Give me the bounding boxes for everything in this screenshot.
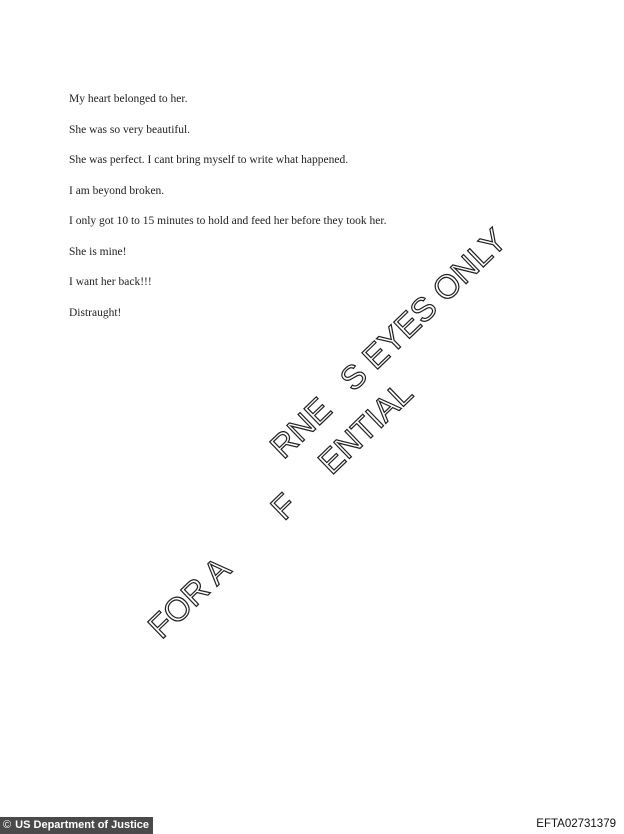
watermark-line-1: FOR A F ENTIAL <box>140 373 420 646</box>
copyright-icon: © <box>3 819 12 831</box>
text-line: My heart belonged to her. <box>69 93 188 105</box>
source-credit <box>0 817 153 834</box>
text-line: She was perfect. I cant bring myself to write what happened. <box>69 154 349 166</box>
text-line: She was so very beautiful. <box>69 123 191 136</box>
text-line: I am beyond broken. <box>69 184 165 197</box>
text-line: I want her back!!! <box>69 276 152 288</box>
text-line: She is mine! <box>69 245 127 258</box>
text-line: Distraught! <box>69 306 122 319</box>
text-line: I only got 10 to 15 minutes to hold and feed her before they took her. <box>69 215 387 227</box>
source-label: US Department of Justice <box>15 819 150 831</box>
document-body <box>69 92 589 336</box>
document-id: EFTA02731379 <box>536 818 616 830</box>
watermark-line-2: RNE S EYES ONLY <box>262 221 514 466</box>
